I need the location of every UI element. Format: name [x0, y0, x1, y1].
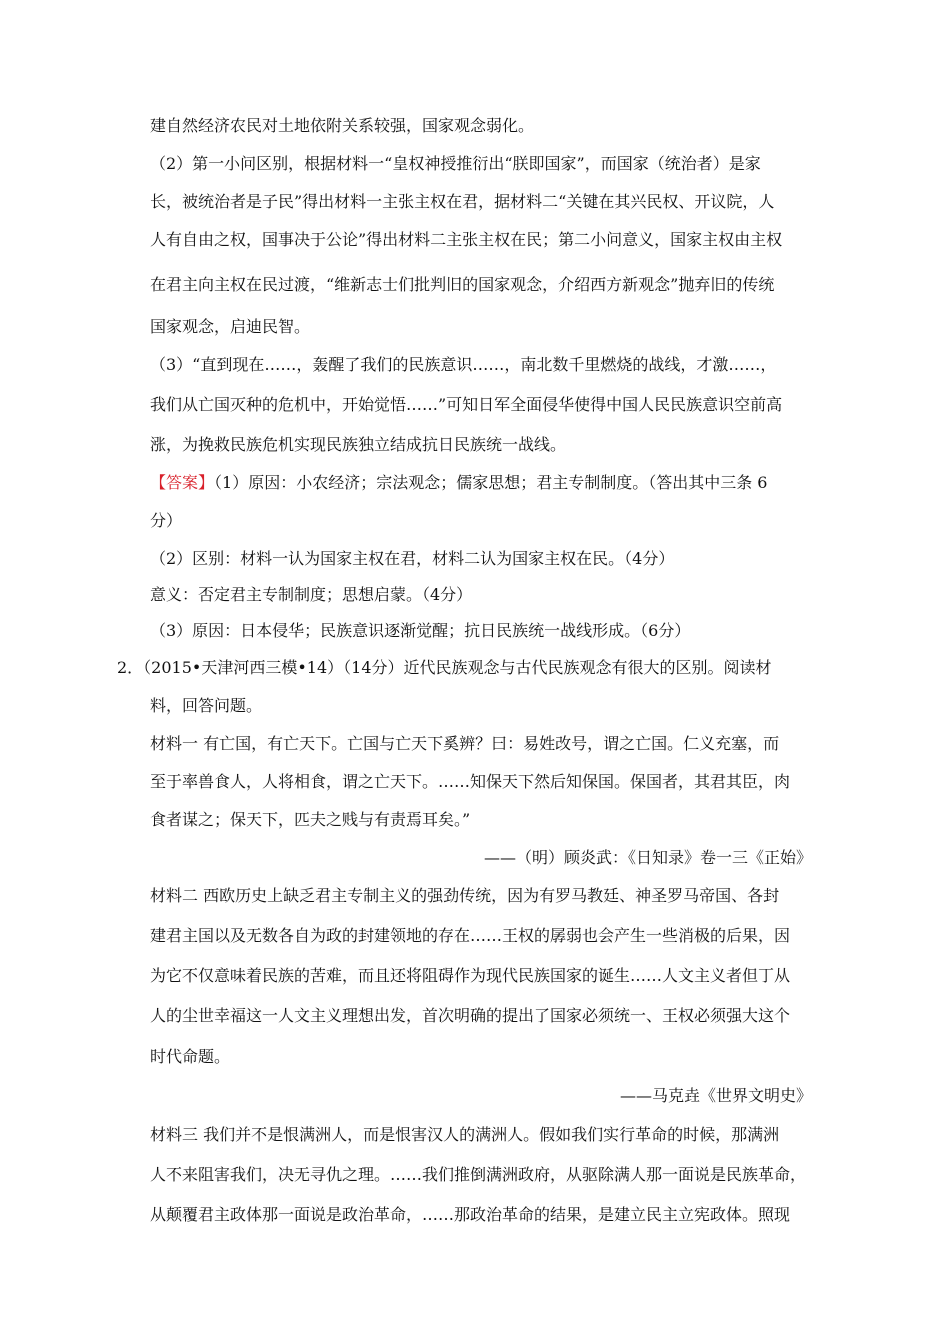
answer-line-4: 意义：否定君主专制制度；思想启蒙。（4分） — [150, 585, 473, 604]
material-2-line-3: 为它不仅意味着民族的苦难，而且还将阻碍作为现代民族国家的诞生……人文主义者但丁从 — [150, 966, 791, 985]
material-3-line-3: 从颠覆君主政体那一面说是政治革命，……那政治革命的结果，是建立民主立宪政体。照现 — [150, 1205, 791, 1224]
explanation-line-7: （3）“直到现在……，轰醒了我们的民族意识……，南北数千里燃烧的战线，才激……， — [150, 355, 777, 374]
material-2-line-1: 材料二 西欧历史上缺乏君主专制主义的强劲传统，因为有罗马教廷、神圣罗马帝国、各封 — [150, 886, 780, 905]
answer-line-2: 分） — [150, 511, 183, 530]
answer-line-3: （2）区别：材料一认为国家主权在君，材料二认为国家主权在民。（4分） — [150, 549, 675, 568]
explanation-line-8: 我们从亡国灭种的危机中，开始觉悟……”可知日军全面侵华使得中国人民民族意识空前高 — [150, 395, 783, 414]
material-2-line-4: 人的尘世幸福这一人文主义理想出发，首次明确的提出了国家必须统一、王权必须强大这个 — [150, 1006, 791, 1025]
material-1-line-3: 食者谋之；保天下，匹夫之贱与有责焉耳矣。” — [150, 810, 471, 829]
material-2-source: ——马克垚《世界文明史》 — [619, 1086, 812, 1105]
question-2-stem: 2．（2015•天津河西三模•14）（14分）近代民族观念与古代民族观念有很大的区别。阅读材 — [117, 658, 772, 677]
explanation-line-6: 国家观念，启迪民智。 — [150, 317, 311, 336]
answer-label: 【答案】 — [150, 473, 215, 492]
material-3-line-1: 材料三 我们并不是恨满洲人，而是恨害汉人的满洲人。假如我们实行革命的时候，那满洲 — [150, 1125, 780, 1144]
material-3-line-2: 人不来阻害我们，决无寻仇之理。……我们推倒满洲政府，从驱除满人那一面说是民族革命， — [150, 1165, 807, 1184]
answer-line-5: （3）原因：日本侵华；民族意识逐渐觉醒；抗日民族统一战线形成。（6分） — [150, 621, 691, 640]
explanation-line-1: 建自然经济农民对土地依附关系较强，国家观念弱化。 — [150, 116, 535, 135]
question-2-stem-cont: 料，回答问题。 — [150, 696, 263, 715]
explanation-line-3: 长，被统治者是子民”得出材料一主张主权在君，据材料二“关键在其兴民权、开议院，人 — [150, 192, 775, 211]
material-1-source: ——（明）顾炎武：《日知录》卷一三《正始》 — [483, 848, 812, 867]
material-1-line-2: 至于率兽食人，人将相食，谓之亡天下。……知保天下然后知保国。保国者，其君其臣，肉 — [150, 772, 791, 791]
material-2-line-2: 建君主国以及无数各自为政的封建领地的存在……王权的孱弱也会产生一些消极的后果，因 — [150, 926, 791, 945]
explanation-line-9: 涨，为挽救民族危机实现民族独立结成抗日民族统一战线。 — [150, 435, 567, 454]
explanation-line-4: 人有自由之权，国事决于公论”得出材料二主张主权在民；第二小问意义，国家主权由主权 — [150, 230, 783, 249]
answer-text: （1）原因：小农经济；宗法观念；儒家思想；君主专制制度。（答出其中三条 6 — [214, 473, 768, 492]
material-1-line-1: 材料一 有亡国，有亡天下。亡国与亡天下奚辨？曰：易姓改号，谓之亡国。仁义充塞，而 — [150, 734, 780, 753]
answer-line-1 — [150, 473, 767, 493]
material-2-line-5: 时代命题。 — [150, 1047, 231, 1066]
explanation-line-5: 在君主向主权在民过渡，“维新志士们批判旧的国家观念，介绍西方新观念”抛弃旧的传统 — [150, 275, 775, 294]
explanation-line-2: （2）第一小问区别，根据材料一“皇权神授推衍出“朕即国家”，而国家（统治者）是家 — [150, 154, 761, 173]
